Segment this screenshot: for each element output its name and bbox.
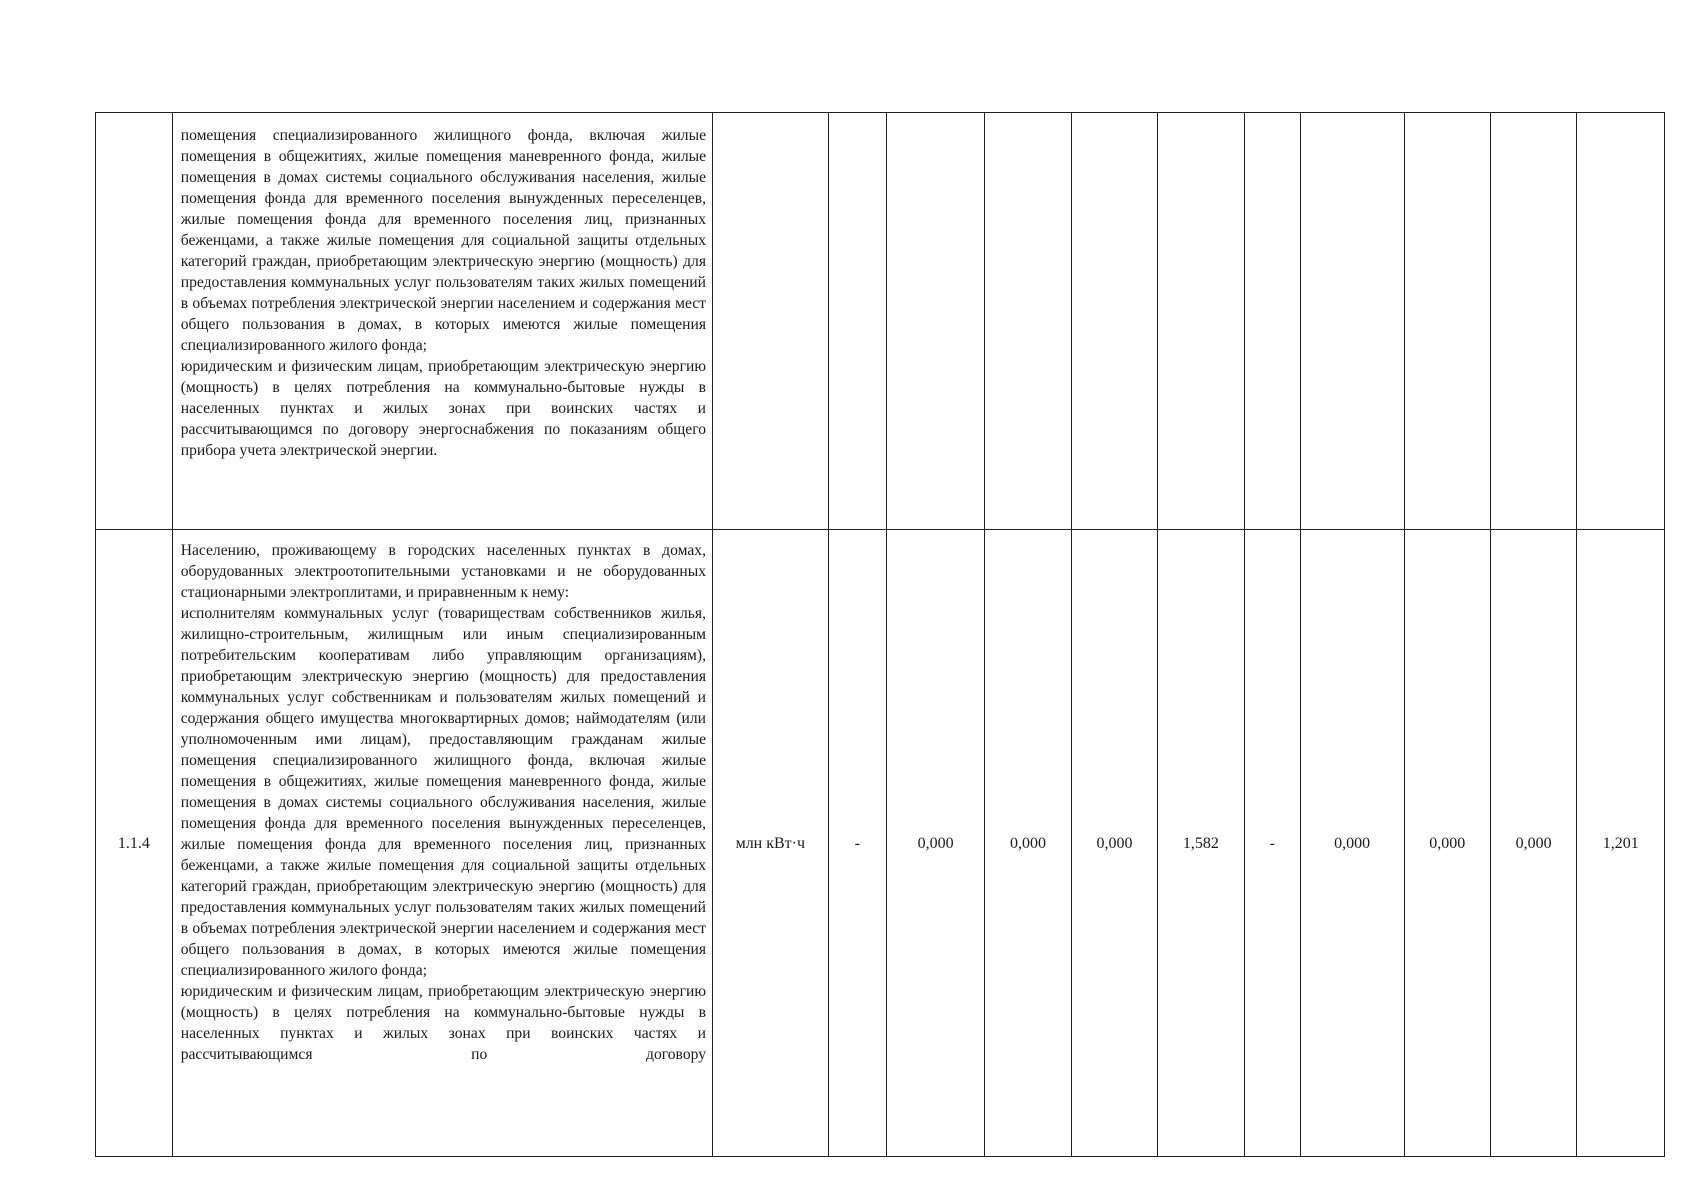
description-paragraph: юридическим и физическим лицам, приобретающим электрическую энергию (мощность) в целях потребления на коммунально-бытовые нужды в населенных пунктах и жилых зонах при воинских частях и рассчитывающимся по договору энергоснабжения по показаниям общего прибора учета электрической энергии. [180, 358, 706, 459]
value-cell [828, 113, 886, 530]
row-number: 1.1.4 [96, 530, 173, 1157]
table-row [96, 530, 1665, 1157]
value-cell: 0,000 [1300, 530, 1404, 1157]
value-cell: - [1244, 530, 1300, 1157]
value-cell: 0,000 [886, 530, 984, 1157]
unit-cell [713, 113, 829, 530]
row-description [172, 530, 712, 1157]
value-cell [1577, 113, 1665, 530]
value-cell: 1,201 [1577, 530, 1665, 1157]
value-cell [1158, 113, 1244, 530]
value-cell: 0,000 [1490, 530, 1576, 1157]
value-cell: 0,000 [1404, 530, 1490, 1157]
value-cell [1300, 113, 1404, 530]
value-cell [1404, 113, 1490, 530]
value-cell: - [828, 530, 886, 1157]
value-cell: 1,582 [1158, 530, 1244, 1157]
tariff-table [95, 112, 1665, 1157]
value-cell [1244, 113, 1300, 530]
table-row [96, 113, 1665, 530]
value-cell [886, 113, 984, 530]
row-description [172, 113, 712, 530]
unit-cell: млн кВт·ч [713, 530, 829, 1157]
description-paragraph: исполнителям коммунальных услуг (товариществам собственников жилья, жилищно-строительным, жилищным или иным специализированным потребительским кооперативам либо управляющим организациям), приобретающим электрическую энергию (мощность) для предоставления коммунальных услуг собственникам и пользователям жилых помещений и содержания общего имущества многоквартирных домов; наймодателям (или уполномоченным ими лицам), предоставляющим гражданам жилые помещения специализированного жилищного фонда, включая жилые помещения в общежитиях, жилые помещения маневренного фонда, жилые помещения в домах системы социального обслуживания населения, жилые помещения фонда для временного поселения вынужденных переселенцев, жилые помещения фонда для временного поселения лиц, признанных беженцами, а также жилые помещения для социальной защиты отдельных категорий граждан, приобретающим электрическую энергию (мощность) для предоставления коммунальных услуг пользователям таких жилых помещений в объемах потребления электрической энергии населением и содержания мест общего пользования в домах, в которых имеются жилые помещения специализированного жилого фонда; [180, 605, 706, 979]
value-cell [985, 113, 1071, 530]
value-cell [1071, 113, 1157, 530]
tariff-table-sheet [95, 112, 1665, 1156]
description-paragraph: помещения специализированного жилищного фонда, включая жилые помещения в общежитиях, жилые помещения маневренного фонда, жилые помещения в домах системы социального обслуживания населения, жилые помещения фонда для временного поселения вынужденных переселенцев, жилые помещения фонда для временного поселения лиц, признанных беженцами, а также жилые помещения для социальной защиты отдельных категорий граждан, приобретающим электрическую энергию (мощность) для предоставления коммунальных услуг пользователям таких жилых помещений в объемах потребления электрической энергии населением и содержания мест общего пользования в домах, в которых имеются жилые помещения специализированного жилого фонда; [180, 127, 706, 354]
description-paragraph: Населению, проживающему в городских населенных пунктах в домах, оборудованных электроотопительными установками и не оборудованных стационарными электроплитами, и приравненным к нему: [180, 542, 706, 601]
value-cell: 0,000 [985, 530, 1071, 1157]
row-number [96, 113, 173, 530]
value-cell [1490, 113, 1576, 530]
description-paragraph: юридическим и физическим лицам, приобретающим электрическую энергию (мощность) в целях потребления на коммунально-бытовые нужды в населенных пунктах и жилых зонах при воинских частях и рассчитывающимся по договору [180, 983, 706, 1063]
value-cell: 0,000 [1071, 530, 1157, 1157]
